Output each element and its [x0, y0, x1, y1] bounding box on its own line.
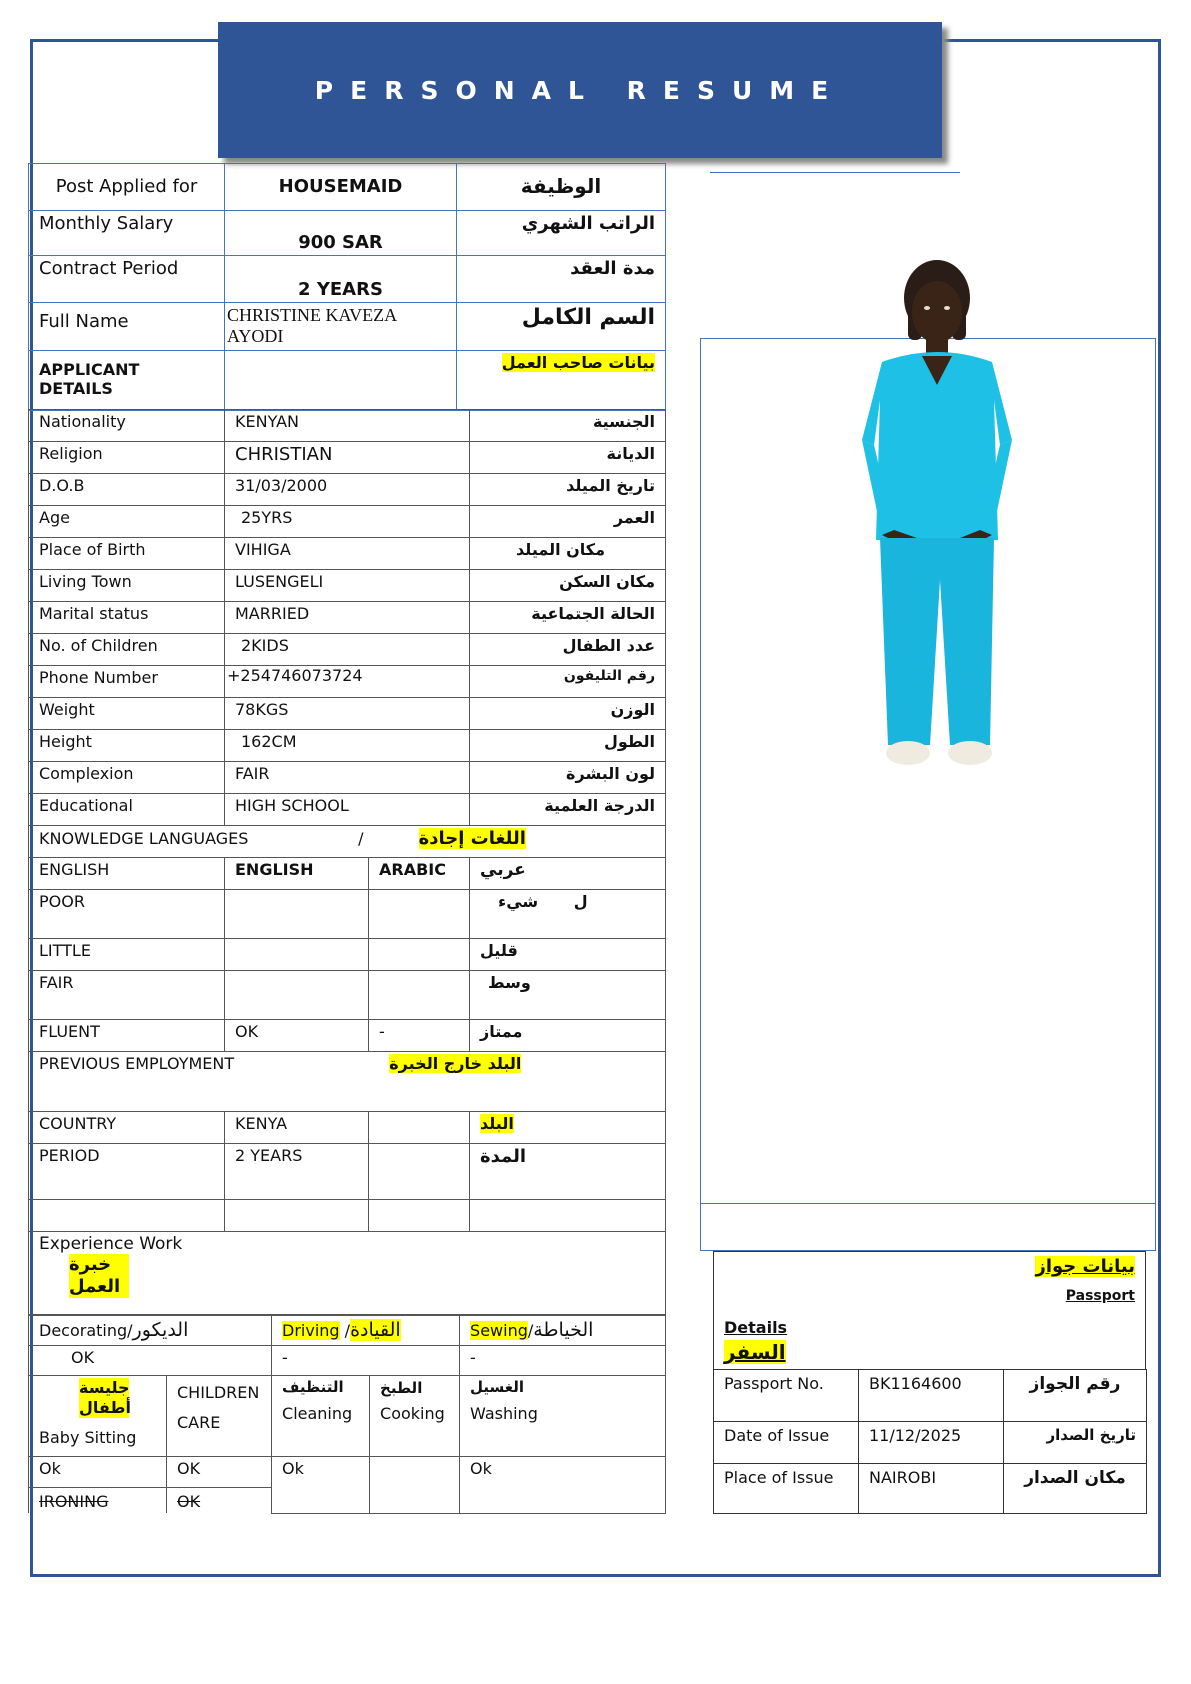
table-row: [29, 1200, 666, 1232]
weight-value: 78KGS: [225, 698, 470, 730]
contract-value: 2 YEARS: [225, 256, 457, 303]
period-label: PERIOD: [29, 1144, 225, 1200]
employment-heading-row: [29, 1052, 666, 1112]
salary-ar: الراتب الشهري: [457, 211, 666, 256]
sewing-sep: /: [527, 1321, 534, 1340]
table-row: [29, 506, 666, 538]
country-value: KENYA: [225, 1112, 369, 1144]
issue-date-label: Date of Issue: [714, 1422, 859, 1464]
level-fair-en: [225, 971, 369, 1020]
applicant-details-value: [225, 351, 457, 411]
salary-value: 900 SAR: [225, 211, 457, 256]
complexion-ar: لون البشرة: [470, 762, 666, 794]
country-ar: البلد: [480, 1114, 514, 1133]
issue-place-value: NAIROBI: [859, 1464, 1004, 1514]
table-row: [29, 351, 666, 411]
lang-col-ar: عربي: [470, 858, 666, 890]
contract-label: Contract Period: [29, 256, 225, 303]
marital-label: Marital status: [29, 602, 225, 634]
issue-date-ar: تاريخ الصدار: [1004, 1422, 1147, 1464]
divider: [710, 172, 960, 173]
left-shoe: [886, 741, 930, 765]
age-value: 25YRS: [225, 506, 470, 538]
level-little: LITTLE: [29, 939, 225, 971]
languages-heading-row: [29, 826, 666, 858]
title-banner: [218, 22, 942, 158]
table-row: [29, 762, 666, 794]
nationality-value: KENYAN: [225, 410, 470, 442]
sewing-label: Sewing: [470, 1321, 528, 1340]
age-ar: العمر: [470, 506, 666, 538]
passport-no-value: BK1164600: [859, 1370, 1004, 1422]
baby-sitting-label: Baby Sitting: [39, 1428, 137, 1447]
children-label: No. of Children: [29, 634, 225, 666]
post-ar: الوظيفة: [457, 164, 666, 211]
driving-value: -: [272, 1346, 460, 1376]
issue-place-ar: مكان الصدار: [1004, 1464, 1147, 1514]
experience-heading-ar: خبرة العمل: [69, 1254, 129, 1298]
table-row: [714, 1370, 1147, 1422]
birthplace-label: Place of Birth: [29, 538, 225, 570]
washing-label: Washing: [470, 1404, 538, 1423]
lang-col-english: ENGLISH: [29, 858, 225, 890]
cleaning-value: Ok: [272, 1457, 370, 1514]
dob-label: D.O.B: [29, 474, 225, 506]
languages-heading-ar: اللغات إجادة: [418, 828, 526, 849]
skills-table: [28, 1314, 666, 1514]
table-row: [29, 634, 666, 666]
table-row: [29, 858, 666, 890]
table-row: [29, 1346, 666, 1376]
lang-col-english-b: ENGLISH: [225, 858, 369, 890]
table-row: [29, 1376, 666, 1457]
level-fair: FAIR: [29, 971, 225, 1020]
post-label: Post Applied for: [29, 164, 225, 211]
table-row: [29, 1144, 666, 1200]
height-ar: الطول: [470, 730, 666, 762]
level-fluent-en: OK: [225, 1020, 369, 1052]
complexion-label: Complexion: [29, 762, 225, 794]
page-title: PERSONAL RESUME: [314, 75, 846, 105]
table-row: [29, 939, 666, 971]
cooking-label: Cooking: [380, 1404, 445, 1423]
passport-table: [713, 1369, 1147, 1514]
photo-divider: [700, 1203, 1156, 1204]
table-row: [29, 1457, 666, 1488]
table-row: [29, 410, 666, 442]
table-row: [29, 1020, 666, 1052]
washing-ar: الغسيل: [470, 1378, 525, 1396]
driving-sep: /: [344, 1321, 351, 1340]
weight-ar: الوزن: [470, 698, 666, 730]
level-fair-ar: وسط: [470, 971, 666, 1020]
cleaning-label: Cleaning: [282, 1404, 353, 1423]
level-poor: POOR: [29, 890, 225, 939]
nationality-ar: الجنسية: [470, 410, 666, 442]
table-row: [29, 570, 666, 602]
children-ar: عدد الطفال: [470, 634, 666, 666]
level-poor-ara: [369, 890, 470, 939]
birthplace-value: VIHIGA: [225, 538, 470, 570]
passport-details-ar: السفر: [724, 1340, 786, 1364]
applicant-photo: [822, 250, 1052, 810]
passport-details-label: Details: [724, 1318, 788, 1337]
children-value: 2KIDS: [225, 634, 470, 666]
experience-heading: Experience Work: [39, 1234, 183, 1254]
level-little-en: [225, 939, 369, 971]
face: [912, 281, 962, 343]
level-fluent-ara: -: [369, 1020, 470, 1052]
care-label: CARE: [177, 1413, 221, 1432]
contract-ar: مدة العقد: [457, 256, 666, 303]
employment-heading-ar: البلد خارج الخبرة: [389, 1054, 522, 1073]
applicant-details-label: APPLICANT DETAILS: [29, 351, 225, 411]
driving-ar: القيادة: [350, 1319, 401, 1341]
issue-date-value: 11/12/2025: [859, 1422, 1004, 1464]
dob-value: 31/03/2000: [225, 474, 470, 506]
lang-col-arabic: ARABIC: [369, 858, 470, 890]
birthplace-ar: مكان الميلد: [470, 538, 666, 570]
education-value: HIGH SCHOOL: [225, 794, 470, 826]
baby-sitting-value: Ok: [29, 1457, 167, 1488]
nationality-label: Nationality: [29, 410, 225, 442]
applicant-details-table: [28, 409, 666, 1316]
table-row: [29, 698, 666, 730]
level-poor-en: [225, 890, 369, 939]
table-row: [714, 1422, 1147, 1464]
living-town-label: Living Town: [29, 570, 225, 602]
children-label: CHILDREN: [177, 1383, 260, 1402]
weight-label: Weight: [29, 698, 225, 730]
height-value: 162CM: [225, 730, 470, 762]
post-value: HOUSEMAID: [225, 164, 457, 211]
languages-slash: /: [358, 829, 364, 848]
table-row: [29, 256, 666, 303]
right-shoe: [948, 741, 992, 765]
fullname-value: CHRISTINE KAVEZA AYODI: [225, 303, 457, 351]
table-row: [29, 211, 666, 256]
passport-no-label: Passport No.: [714, 1370, 859, 1422]
fullname-ar: السم الكامل: [457, 303, 666, 351]
level-little-ara: [369, 939, 470, 971]
washing-value: Ok: [460, 1457, 666, 1514]
religion-label: Religion: [29, 442, 225, 474]
level-fluent-ar: ممتاز: [470, 1020, 666, 1052]
table-row: [29, 602, 666, 634]
level-fluent: FLUENT: [29, 1020, 225, 1052]
table-row: [29, 1315, 666, 1346]
passport-heading-ar: بيانات جواز: [1035, 1256, 1135, 1277]
issue-place-label: Place of Issue: [714, 1464, 859, 1514]
sewing-ar: الخياطة: [533, 1319, 594, 1341]
religion-value: CHRISTIAN: [225, 442, 470, 474]
cooking-ar: الطبخ: [380, 1379, 423, 1397]
passport-header: [713, 1251, 1146, 1369]
languages-heading: KNOWLEDGE LANGUAGES: [39, 829, 249, 848]
decorating-ar: الديكور: [132, 1319, 189, 1341]
cooking-value: [370, 1457, 460, 1514]
education-label: Educational: [29, 794, 225, 826]
employment-heading: PREVIOUS EMPLOYMENT: [39, 1054, 235, 1073]
table-row: [29, 890, 666, 939]
phone-value: +254746073724: [225, 666, 470, 698]
education-ar: الدرجة العلمية: [470, 794, 666, 826]
decorating-label: Decorating/: [39, 1321, 133, 1340]
scrub-pants: [880, 538, 994, 745]
phone-label: Phone Number: [29, 666, 225, 698]
table-row: [29, 442, 666, 474]
table-row: [714, 1464, 1147, 1514]
period-ar: المدة: [470, 1144, 666, 1200]
complexion-value: FAIR: [225, 762, 470, 794]
children-care-value: OK: [167, 1457, 272, 1488]
table-row: [29, 164, 666, 211]
marital-ar: الحالة الجتماعية: [470, 602, 666, 634]
driving-label: Driving: [282, 1321, 340, 1340]
level-poor-ar: ل شيء: [470, 890, 666, 939]
table-row: [29, 730, 666, 762]
living-town-ar: مكان السكن: [470, 570, 666, 602]
table-row: [29, 303, 666, 351]
passport-no-ar: رقم الجواز: [1004, 1370, 1147, 1422]
employer-details-ar: بيانات صاحب العمل: [501, 353, 655, 372]
age-label: Age: [29, 506, 225, 538]
table-row: [29, 1112, 666, 1144]
cleaning-ar: التنظيف: [282, 1378, 344, 1396]
experience-heading-row: [29, 1232, 666, 1316]
table-row: [29, 666, 666, 698]
living-town-value: LUSENGELI: [225, 570, 470, 602]
sewing-value: -: [460, 1346, 666, 1376]
marital-value: MARRIED: [225, 602, 470, 634]
religion-ar: الديانة: [470, 442, 666, 474]
table-row: [29, 474, 666, 506]
level-little-ar: قليل: [470, 939, 666, 971]
height-label: Height: [29, 730, 225, 762]
country-label: COUNTRY: [29, 1112, 225, 1144]
decorating-value: OK: [29, 1346, 272, 1376]
level-fair-ara: [369, 971, 470, 1020]
salary-label: Monthly Salary: [29, 211, 225, 256]
ironing-label: IRONING: [29, 1488, 167, 1514]
table-row: [29, 538, 666, 570]
dob-ar: تاريخ الميلد: [470, 474, 666, 506]
fullname-label: Full Name: [29, 303, 225, 351]
passport-heading-en: Passport: [1065, 1288, 1135, 1304]
table-row: [29, 971, 666, 1020]
baby-sitting-ar: جليسة أطفال: [79, 1378, 131, 1417]
ironing-value: OK: [167, 1488, 272, 1514]
period-value: 2 YEARS: [225, 1144, 369, 1200]
phone-ar: رقم التليفون: [470, 666, 666, 698]
table-row: [29, 794, 666, 826]
job-info-table: [28, 163, 666, 411]
